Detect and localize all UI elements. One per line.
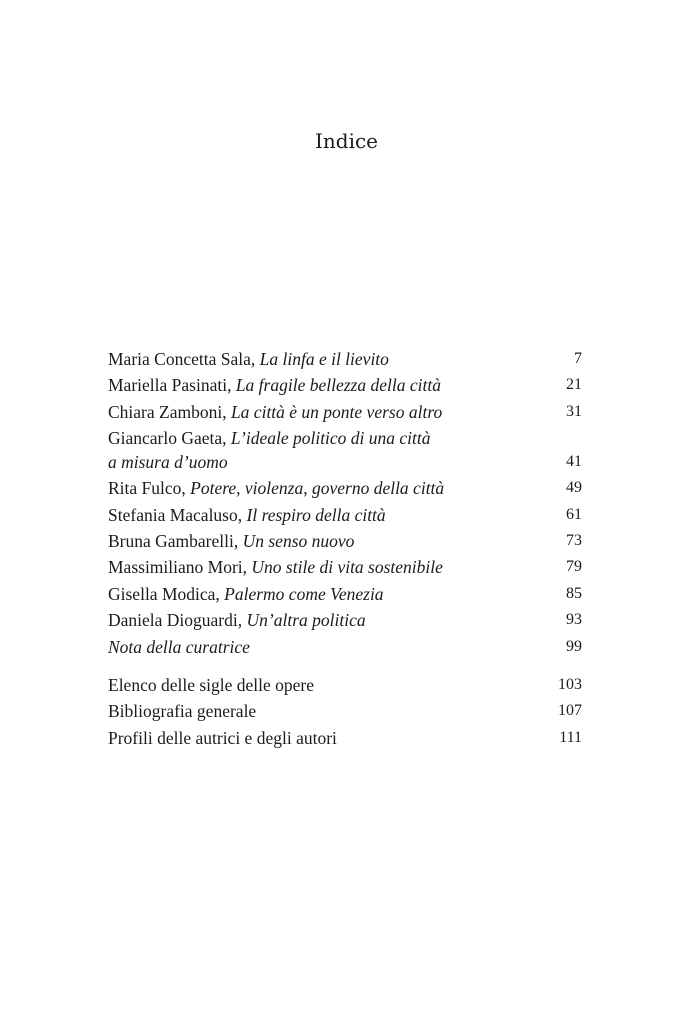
toc-entry-gaeta bbox=[108, 425, 582, 475]
toc-appendix-profili bbox=[108, 725, 582, 751]
entry-author: Bruna Gambarelli, bbox=[108, 530, 243, 551]
entry-author: Mariella Pasinati, bbox=[108, 375, 236, 396]
appendix-label: Profili delle autrici e degli autori bbox=[108, 727, 337, 748]
entry-title: Un’altra politica bbox=[246, 610, 366, 631]
entry-page-number: 85 bbox=[566, 584, 582, 602]
entry-page-number: 79 bbox=[566, 558, 582, 576]
toc-appendix-bibliografia bbox=[108, 698, 582, 724]
toc-entry-fulco bbox=[108, 475, 582, 501]
toc-entry-modica bbox=[108, 581, 582, 607]
toc-entry-nota bbox=[108, 634, 582, 660]
entry-page-number: 7 bbox=[574, 349, 582, 367]
page-title: Indice bbox=[314, 129, 379, 153]
entry-author: Daniela Dioguardi, bbox=[108, 610, 247, 631]
entry-title: Palermo come Venezia bbox=[224, 583, 384, 604]
entry-page-number: 49 bbox=[566, 479, 582, 497]
entry-title: Potere, violenza, governo della città bbox=[190, 478, 445, 499]
entry-page-number: 41 bbox=[566, 452, 582, 470]
entry-title-continued: a misura d’uomo bbox=[108, 452, 228, 473]
entry-title: Un senso nuovo bbox=[242, 530, 355, 551]
toc-entry-zamboni bbox=[108, 399, 582, 425]
toc-entry-gambarelli bbox=[108, 528, 582, 554]
entry-page-number: 61 bbox=[566, 505, 582, 523]
entry-author: Chiara Zamboni, bbox=[108, 401, 231, 422]
entry-author: Rita Fulco, bbox=[108, 478, 191, 499]
entry-page-number: 107 bbox=[558, 702, 582, 720]
entry-title: La linfa e il lievito bbox=[259, 349, 389, 369]
toc-appendix-sigle bbox=[108, 672, 582, 698]
entry-page-number: 111 bbox=[559, 728, 582, 746]
entry-author: Giancarlo Gaeta, bbox=[108, 428, 231, 449]
entry-title: La fragile bellezza della città bbox=[235, 375, 441, 396]
toc-entry-macaluso bbox=[108, 502, 582, 528]
entry-page-number: 31 bbox=[566, 402, 582, 420]
entry-title: Uno stile di vita sostenibile bbox=[251, 557, 443, 578]
entry-title: Nota della curatrice bbox=[108, 636, 250, 657]
toc-entry-mori bbox=[108, 554, 582, 580]
entry-title: La città è un ponte verso altro bbox=[230, 401, 443, 422]
entry-page-number: 103 bbox=[558, 675, 582, 693]
toc-entry-dioguardi bbox=[108, 607, 582, 633]
entry-title: L’ideale politico di una città bbox=[230, 428, 431, 449]
entry-author: Gisella Modica, bbox=[108, 583, 225, 604]
entry-page-number: 73 bbox=[566, 531, 582, 549]
entry-author: Maria Concetta Sala, bbox=[108, 349, 260, 369]
toc-entry-sala bbox=[108, 346, 582, 372]
entry-page-number: 99 bbox=[566, 637, 582, 655]
entry-author: Massimiliano Mori, bbox=[108, 557, 252, 578]
table-of-contents bbox=[108, 346, 582, 751]
appendix-label: Bibliografia generale bbox=[108, 701, 257, 722]
appendix-label: Elenco delle sigle delle opere bbox=[108, 674, 315, 695]
entry-page-number: 93 bbox=[566, 611, 582, 629]
entry-title: Il respiro della città bbox=[246, 504, 386, 525]
entry-author: Stefania Macaluso, bbox=[108, 504, 247, 525]
toc-entry-pasinati bbox=[108, 372, 582, 398]
entry-page-number: 21 bbox=[566, 376, 582, 394]
